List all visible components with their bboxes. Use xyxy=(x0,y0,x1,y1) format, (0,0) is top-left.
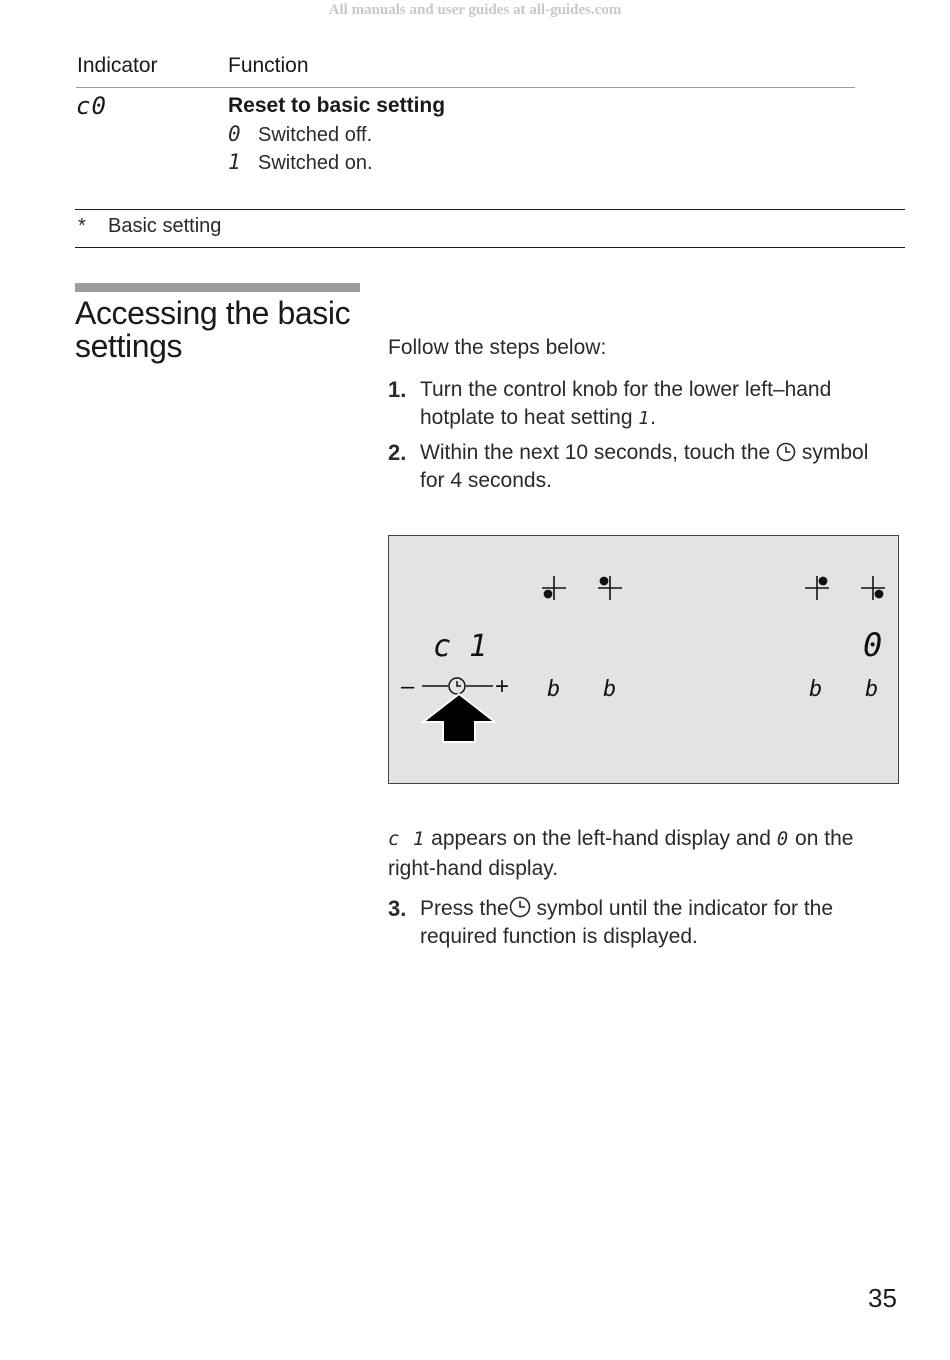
right-display: 0 xyxy=(863,626,883,664)
step-number: 1. xyxy=(388,377,407,402)
function-title: Reset to basic setting xyxy=(228,94,446,117)
step-text-end: symbol until the indicator for the required function is displayed. xyxy=(420,897,834,948)
hob-letter: b xyxy=(603,677,617,702)
step-text: Turn the control knob for the lower left–hand hotplate to heat setting xyxy=(420,378,832,429)
step-number: 3. xyxy=(388,896,407,921)
header-indicator: Indicator xyxy=(77,54,158,77)
option-digit: 0 xyxy=(228,122,242,146)
footnote xyxy=(78,215,221,238)
clock-icon xyxy=(449,678,465,694)
option-on xyxy=(228,150,373,175)
section-bar xyxy=(75,283,360,292)
arrow-up-icon xyxy=(423,694,495,742)
option-off xyxy=(228,122,372,147)
footnote-rule-bottom xyxy=(75,247,905,248)
step-3 xyxy=(388,895,898,951)
step-text-end: . xyxy=(650,406,657,429)
clock-icon xyxy=(509,896,531,918)
result-code-left: c 1 xyxy=(388,828,426,850)
hob-position-icon xyxy=(542,576,566,600)
clock-icon xyxy=(776,442,796,462)
panel-drawing xyxy=(389,536,897,782)
result-text xyxy=(388,824,898,883)
hob-position-icon xyxy=(861,576,885,600)
intro-text: Follow the steps below: xyxy=(388,336,607,359)
minus-symbol: – xyxy=(401,673,415,700)
hob-letter: b xyxy=(547,677,561,702)
step-text: Press the xyxy=(420,897,509,920)
footnote-star: * xyxy=(78,215,86,237)
header-function: Function xyxy=(228,54,309,77)
step-1 xyxy=(388,376,898,433)
result-text-a: appears on the left-hand display and xyxy=(425,827,777,850)
footnote-text: Basic setting xyxy=(108,215,222,237)
step-text: Within the next 10 seconds, touch the xyxy=(420,441,777,464)
result-code-right: 0 xyxy=(776,828,790,850)
header-rule xyxy=(76,87,855,88)
option-label: Switched off. xyxy=(258,124,373,146)
hob-letter: b xyxy=(809,677,823,702)
hob-letter: b xyxy=(865,677,879,702)
step-number: 2. xyxy=(388,440,407,465)
result-text-b: on the right-hand display. xyxy=(388,827,854,880)
hob-position-icon xyxy=(598,576,622,600)
control-panel-illustration xyxy=(388,535,899,784)
heat-digit: 1 xyxy=(638,408,651,429)
hob-position-icon xyxy=(805,576,829,600)
option-digit: 1 xyxy=(228,150,242,174)
section-heading: Accessing the basic settings xyxy=(75,295,351,364)
step-text-end: symbol for 4 seconds. xyxy=(420,441,869,492)
option-label: Switched on. xyxy=(258,152,373,174)
indicator-code: c0 xyxy=(76,92,107,120)
page-number: 35 xyxy=(868,1283,897,1313)
watermark: All manuals and user guides at all-guides.com xyxy=(328,2,622,18)
footnote-rule-top xyxy=(75,209,905,210)
step-2 xyxy=(388,439,898,495)
left-display: c 1 xyxy=(433,629,488,664)
plus-symbol: + xyxy=(495,673,510,700)
